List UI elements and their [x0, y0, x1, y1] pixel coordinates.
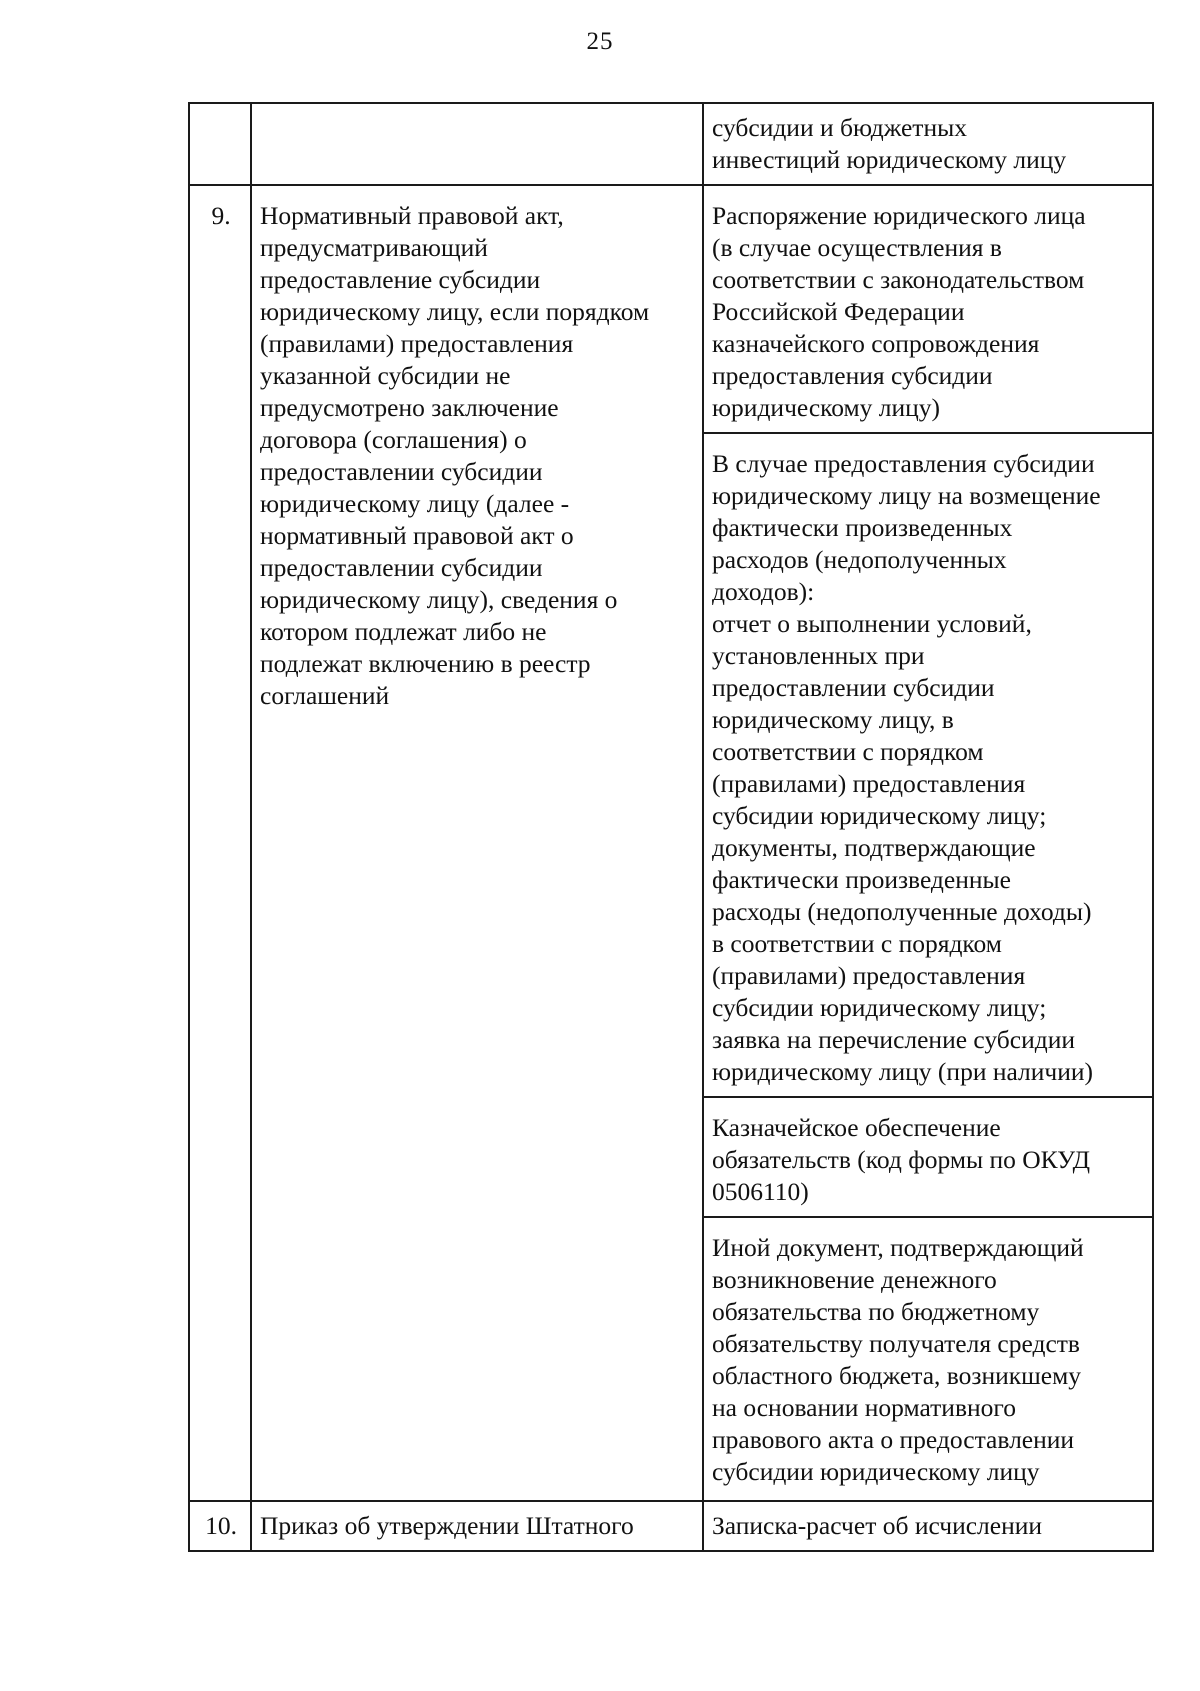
supporting-document-cell — [703, 1501, 1153, 1551]
row-number-cell — [189, 1501, 251, 1551]
supporting-document-cell — [703, 185, 1153, 433]
documents-table — [188, 102, 1154, 1552]
document-type-cell — [251, 1501, 703, 1551]
supporting-document-text: субсидии и бюджетных инвестиций юридическому лицу — [712, 113, 1067, 174]
supporting-document-text: Казначейское обеспечение обязательств (код формы по ОКУД 0506110) — [712, 1113, 1091, 1206]
supporting-document-text: Распоряжение юридического лица (в случае осуществления в соответствии с законодательством Российской Федерации казначейского сопровождения предоставления субсидии юридическому лицу) — [712, 201, 1086, 422]
table-row — [189, 103, 1153, 185]
row-number-cell — [189, 185, 251, 1501]
row-number-cell — [189, 103, 251, 185]
supporting-document-cell — [703, 433, 1153, 1097]
supporting-document-cell — [703, 1217, 1153, 1501]
document-type-text: Нормативный правовой акт, предусматривающий предоставление субсидии юридическому лицу, если порядком (правилами) предоставления указанной субсидии не предусмотрено заключение договора (соглашения) о предоставлении субсидии юридическому лицу (далее - нормативный правовой акт о предоставлении субсидии юридическому лицу), сведения о котором подлежат либо не подлежат включению в реестр соглашений — [260, 201, 650, 710]
supporting-document-text: Иной документ, подтверждающий возникновение денежного обязательства по бюджетному обязательству получателя средств областного бюджета, возникшему на основании нормативного правового акта о предоставлении субсидии юридическому лицу — [712, 1233, 1084, 1486]
table-row — [189, 185, 1153, 433]
row-number: 9. — [211, 201, 231, 230]
page-number: 25 — [586, 28, 614, 55]
document-type-cell — [251, 185, 703, 1501]
document-type-cell — [251, 103, 703, 185]
supporting-document-text: Записка-расчет об исчислении — [712, 1511, 1043, 1540]
document-type-text: Приказ об утверждении Штатного — [260, 1511, 634, 1540]
supporting-document-cell — [703, 1097, 1153, 1217]
supporting-document-cell — [703, 103, 1153, 185]
table-row — [189, 1501, 1153, 1551]
row-number: 10. — [205, 1511, 237, 1540]
supporting-document-text: В случае предоставления субсидии юридическому лицу на возмещение фактически произведенных расходов (недополученных доходов): отчет о выполнении условий, установленных при предоставлении субсидии юридическому лицу, в соответствии с порядком (правилами) предоставления субсидии юридическому лицу; документы, подтверждающие фактически произведенные расходы (недополученные доходы) в соответствии с порядком (правилами) предоставления субсидии юридическому лицу; заявка на перечисление субсидии юридическому лицу (при наличии) — [712, 449, 1101, 1086]
